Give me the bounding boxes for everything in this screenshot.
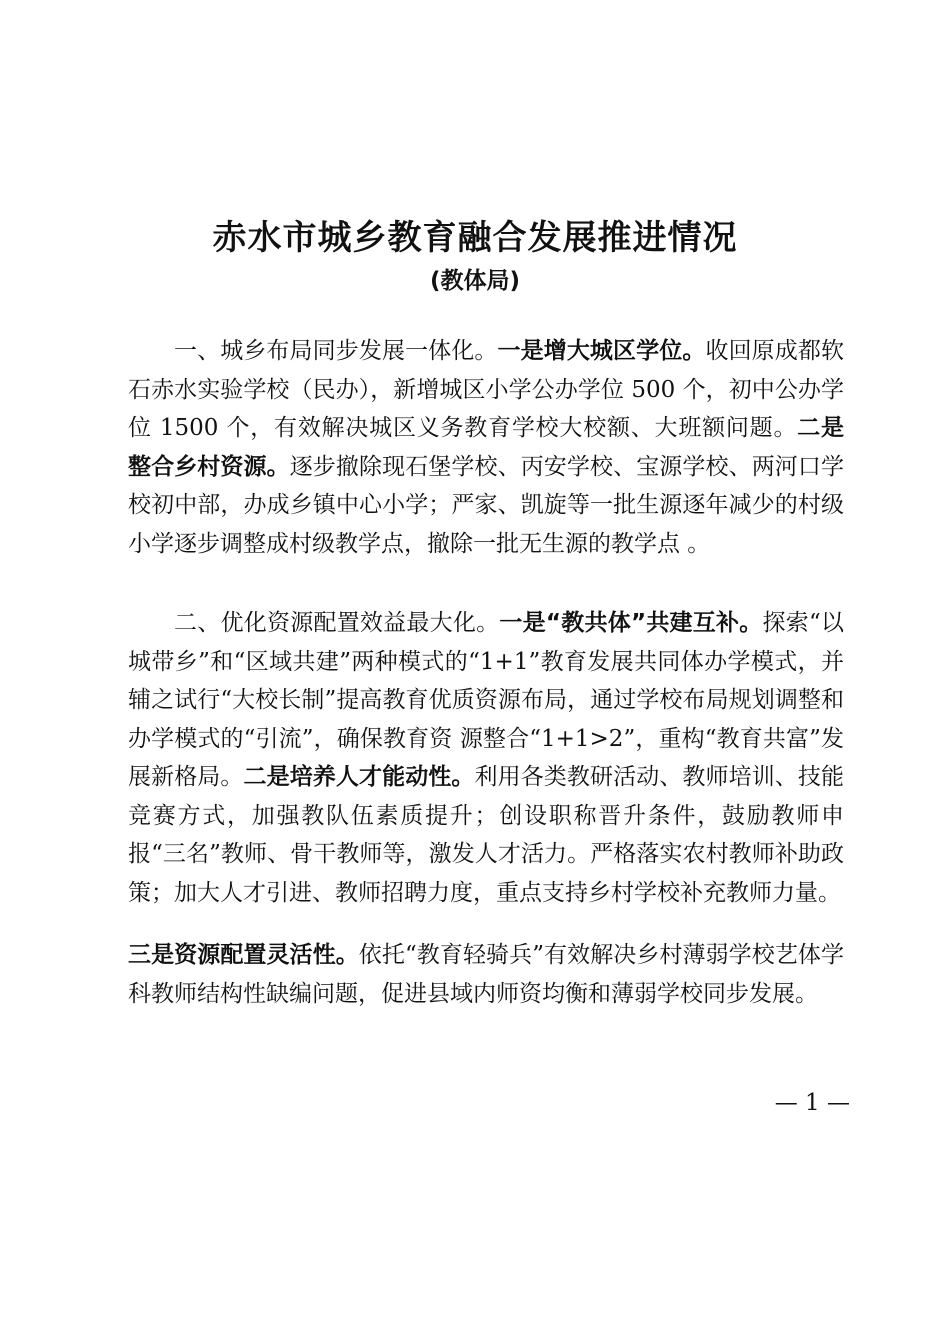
section-1-point-2-text: 逐步撤除现石堡学校、丙安学校、宝源学校、两河口学校初中部，办成乡镇中心小学；严家、凯旋等一批生源逐年减少的村级小学逐步调整成村级教学点，撤除一批无生源的教学点 。 — [128, 453, 845, 557]
page-number: — 1 — — [774, 1090, 850, 1116]
section-1-point-2-heading: 二是整合乡村资源。 — [128, 415, 844, 480]
section-3-point-1-text: 依托“教育轻骑兵”有效解决乡村薄弱学校艺体学科教师结构性缺编问题，促进县域内师资均衡和薄弱学校同步发展。 — [128, 942, 844, 1007]
section-2-lead: 二、优化资源配置效益最大化。 — [174, 610, 500, 636]
section-1-paragraph — [128, 332, 844, 563]
document-subtitle: (教体局) — [429, 268, 521, 294]
section-2-point-2-heading: 二是培养人才能动性。 — [243, 764, 475, 790]
section-2-paragraph — [128, 604, 844, 912]
section-1-point-1-heading: 一是增大城区学位。 — [497, 338, 706, 364]
section-2-point-2-text: 利用各类教研活动、教师培训、技能竞赛方式，加强教队伍素质提升；创设职称晋升条件，鼓励教师申报“三名”教师、骨干教师等，激发人才活力。严格落实农村教师补助政策；加大人才引进、教师招聘力度，重点支持乡村学校补充教师力量。 — [128, 764, 845, 906]
section-1-lead: 一、城乡布局同步发展一体化。 — [174, 338, 498, 364]
section-2-point-1-heading: 一是“教共体”共建互补。 — [499, 610, 763, 636]
document-title: 赤水市城乡教育融合发展推进情况 — [212, 218, 738, 258]
section-3-paragraph — [128, 936, 844, 1013]
section-2-point-1-text: 探索“以城带乡”和“区域共建”两种模式的“1+1”教育发展共同体办学模式，并辅之试行“大校长制”提高教育优质资源布局，通过学校布局规划调整和办学模式的“引流”，确保教育资 源整合“1+1>2”，重构“教育共富”发展新格局。 — [128, 610, 845, 790]
section-1-point-1-text: 收回原成都软石赤水实验学校（民办），新增城区小学公办学位 500 个，初中公办学位 1500 个，有效解决城区义务教育学校大校额、大班额问题。 — [128, 338, 845, 441]
section-3-point-1-heading: 三是资源配置灵活性。 — [128, 942, 359, 968]
